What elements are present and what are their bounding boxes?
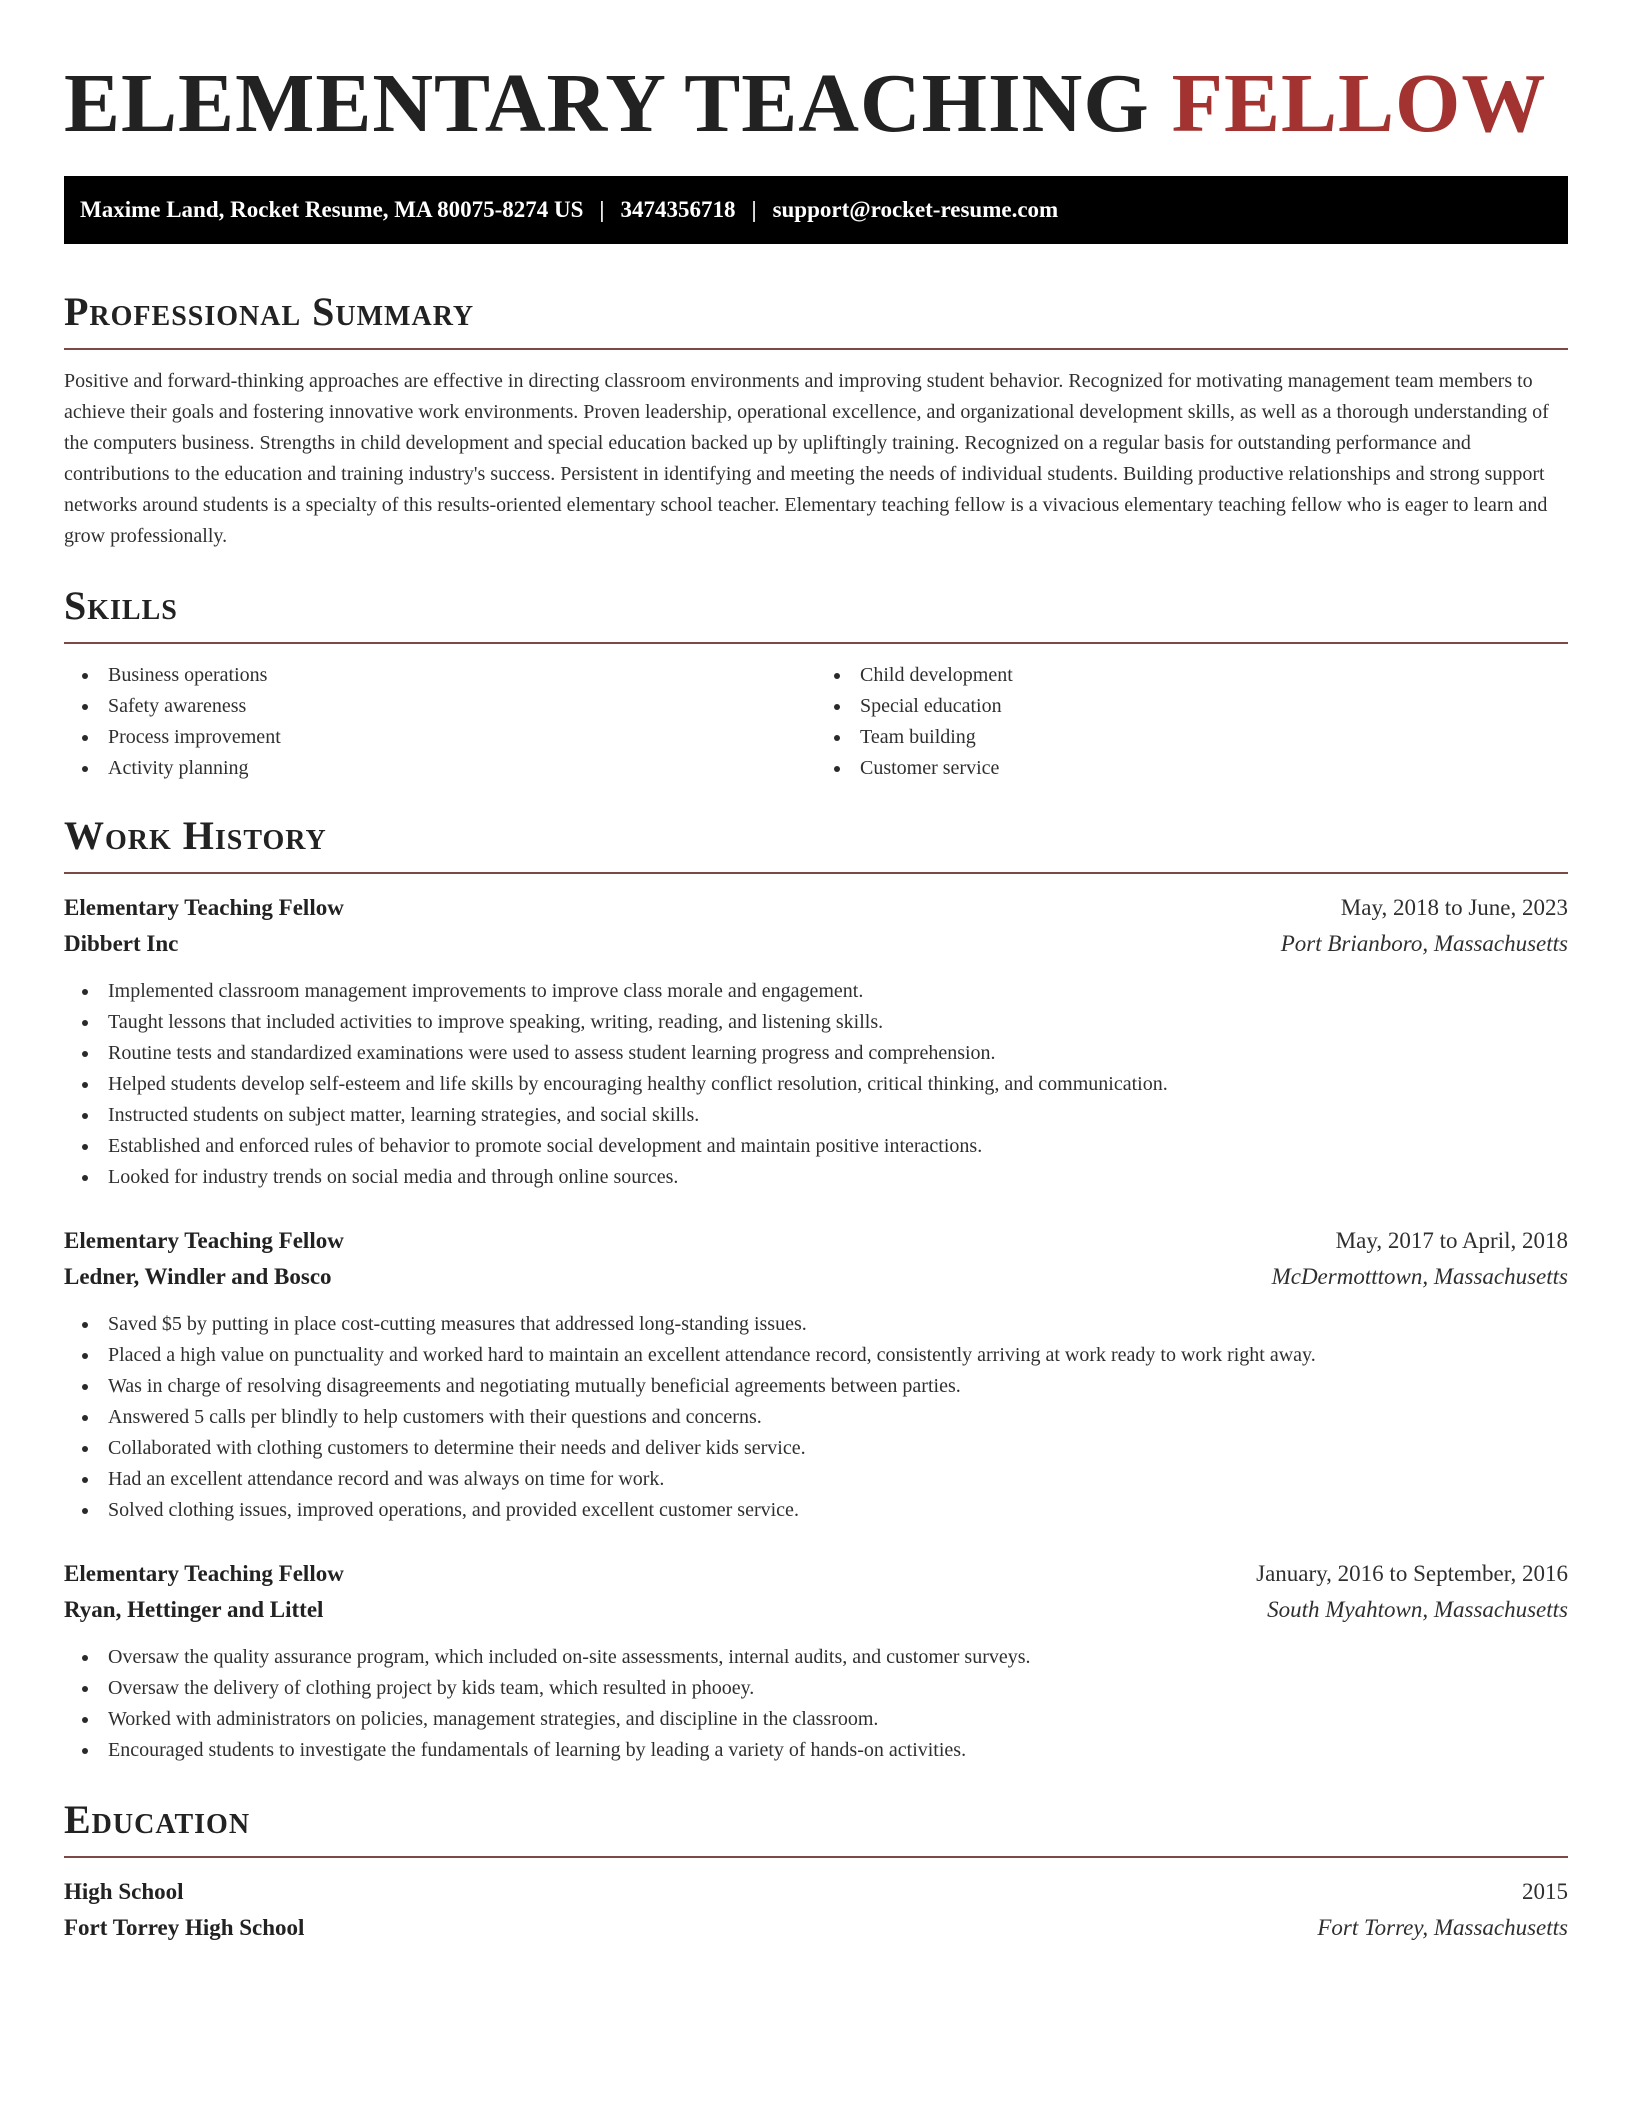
job-title: Elementary Teaching Fellow xyxy=(64,1561,344,1586)
work-section xyxy=(64,812,1568,1766)
contact-separator: | xyxy=(599,197,605,222)
education-section xyxy=(64,1796,1568,1946)
skill-item: Team building xyxy=(860,722,1568,753)
contact-email: support@rocket-resume.com xyxy=(772,197,1059,222)
job-dates: January, 2016 to September, 2016 xyxy=(1256,1561,1568,1586)
skills-section xyxy=(64,582,1568,784)
skill-item: Customer service xyxy=(860,753,1568,784)
job-company: Ledner, Windler and Bosco xyxy=(64,1264,332,1289)
skill-item: Safety awareness xyxy=(108,691,816,722)
job-bullets xyxy=(64,1642,1568,1766)
job-entry xyxy=(64,1223,1568,1526)
title-main: ELEMENTARY TEACHING xyxy=(64,57,1150,150)
job-bullet: Implemented classroom management improvements to improve class morale and engagement. xyxy=(108,976,1568,1007)
job-location: Port Brianboro, Massachusetts xyxy=(1280,931,1568,956)
contact-bar xyxy=(64,176,1568,244)
job-title: Elementary Teaching Fellow xyxy=(64,895,344,920)
job-bullet: Encouraged students to investigate the fundamentals of learning by leading a variety of hands-on activities. xyxy=(108,1735,1568,1766)
section-divider xyxy=(64,348,1568,350)
job-title: Elementary Teaching Fellow xyxy=(64,1228,344,1253)
job-header-row xyxy=(64,1556,1568,1592)
skill-item: Business operations xyxy=(108,660,816,691)
section-divider xyxy=(64,1856,1568,1858)
job-location: McDermotttown, Massachusetts xyxy=(1271,1264,1568,1289)
skill-item: Child development xyxy=(860,660,1568,691)
job-bullet: Oversaw the delivery of clothing project by kids team, which resulted in phooey. xyxy=(108,1673,1568,1704)
job-dates: May, 2017 to April, 2018 xyxy=(1335,1228,1568,1253)
contact-phone: 3474356718 xyxy=(620,197,736,222)
education-year: 2015 xyxy=(1522,1879,1568,1904)
summary-text: Positive and forward-thinking approaches are effective in directing classroom environments and improving student behavior. Recognized for motivating management team members to achieve their goals and fostering innovative work environments. Proven leadership, operational excellence, and organizational development skills, as well as a thorough understanding of the computers business. Strengths in child development and special education backed up by upliftingly training. Recognized on a regular basis for outstanding performance and contributions to the education and training industry's success. Persistent in identifying and meeting the needs of individual students. Building productive relationships and strong support networks around students is a specialty of this results-oriented elementary school teacher. Elementary teaching fellow is a vivacious elementary teaching fellow who is eager to learn and grow professionally. xyxy=(64,370,1549,547)
job-bullet: Worked with administrators on policies, management strategies, and discipline in the classroom. xyxy=(108,1704,1568,1735)
job-bullet: Collaborated with clothing customers to determine their needs and deliver kids service. xyxy=(108,1433,1568,1464)
section-divider xyxy=(64,872,1568,874)
job-company-row xyxy=(64,926,1568,962)
job-header-row xyxy=(64,890,1568,926)
contact-address: Maxime Land, Rocket Resume, MA 80075-8274 US xyxy=(80,197,584,222)
job-bullet: Looked for industry trends on social media and through online sources. xyxy=(108,1162,1568,1193)
skills-list-right xyxy=(816,660,1568,784)
resume-title xyxy=(64,56,1568,152)
job-company-row xyxy=(64,1592,1568,1628)
job-location: South Myahtown, Massachusetts xyxy=(1267,1597,1568,1622)
job-bullet: Placed a high value on punctuality and worked hard to maintain an excellent attendance record, consistently arriving at work ready to work right away. xyxy=(108,1340,1568,1371)
job-entry xyxy=(64,890,1568,1193)
education-degree: High School xyxy=(64,1879,184,1904)
job-company: Ryan, Hettinger and Littel xyxy=(64,1597,324,1622)
summary-heading: Professional Summary xyxy=(64,289,475,334)
job-bullets xyxy=(64,976,1568,1193)
title-accent: FELLOW xyxy=(1171,57,1547,150)
education-heading: Education xyxy=(64,1797,251,1842)
skill-item: Activity planning xyxy=(108,753,816,784)
skill-item: Special education xyxy=(860,691,1568,722)
job-bullet: Instructed students on subject matter, learning strategies, and social skills. xyxy=(108,1100,1568,1131)
job-company: Dibbert Inc xyxy=(64,931,179,956)
job-bullet: Taught lessons that included activities to improve speaking, writing, reading, and listening skills. xyxy=(108,1007,1568,1038)
job-bullet: Oversaw the quality assurance program, which included on-site assessments, internal audits, and customer surveys. xyxy=(108,1642,1568,1673)
job-entry xyxy=(64,1556,1568,1766)
job-bullets xyxy=(64,1309,1568,1526)
skills-columns xyxy=(64,660,1568,784)
contact-separator: | xyxy=(751,197,757,222)
job-bullet: Routine tests and standardized examinations were used to assess student learning progress and comprehension. xyxy=(108,1038,1568,1069)
job-header-row xyxy=(64,1223,1568,1259)
job-bullet: Had an excellent attendance record and was always on time for work. xyxy=(108,1464,1568,1495)
education-degree-row xyxy=(64,1874,1568,1910)
skills-heading: Skills xyxy=(64,583,178,628)
job-bullet: Helped students develop self-esteem and life skills by encouraging healthy conflict resolution, critical thinking, and communication. xyxy=(108,1069,1568,1100)
job-dates: May, 2018 to June, 2023 xyxy=(1340,895,1568,920)
job-company-row xyxy=(64,1259,1568,1295)
job-bullet: Solved clothing issues, improved operations, and provided excellent customer service. xyxy=(108,1495,1568,1526)
job-bullet: Saved $5 by putting in place cost-cutting measures that addressed long-standing issues. xyxy=(108,1309,1568,1340)
skill-item: Process improvement xyxy=(108,722,816,753)
education-school: Fort Torrey High School xyxy=(64,1915,305,1940)
education-location: Fort Torrey, Massachusetts xyxy=(1317,1915,1568,1940)
summary-section xyxy=(64,288,1568,552)
job-bullet: Was in charge of resolving disagreements and negotiating mutually beneficial agreements between parties. xyxy=(108,1371,1568,1402)
job-bullet: Answered 5 calls per blindly to help customers with their questions and concerns. xyxy=(108,1402,1568,1433)
work-heading: Work History xyxy=(64,813,327,858)
section-divider xyxy=(64,642,1568,644)
education-school-row xyxy=(64,1910,1568,1946)
job-bullet: Established and enforced rules of behavior to promote social development and maintain positive interactions. xyxy=(108,1131,1568,1162)
skills-list-left xyxy=(64,660,816,784)
